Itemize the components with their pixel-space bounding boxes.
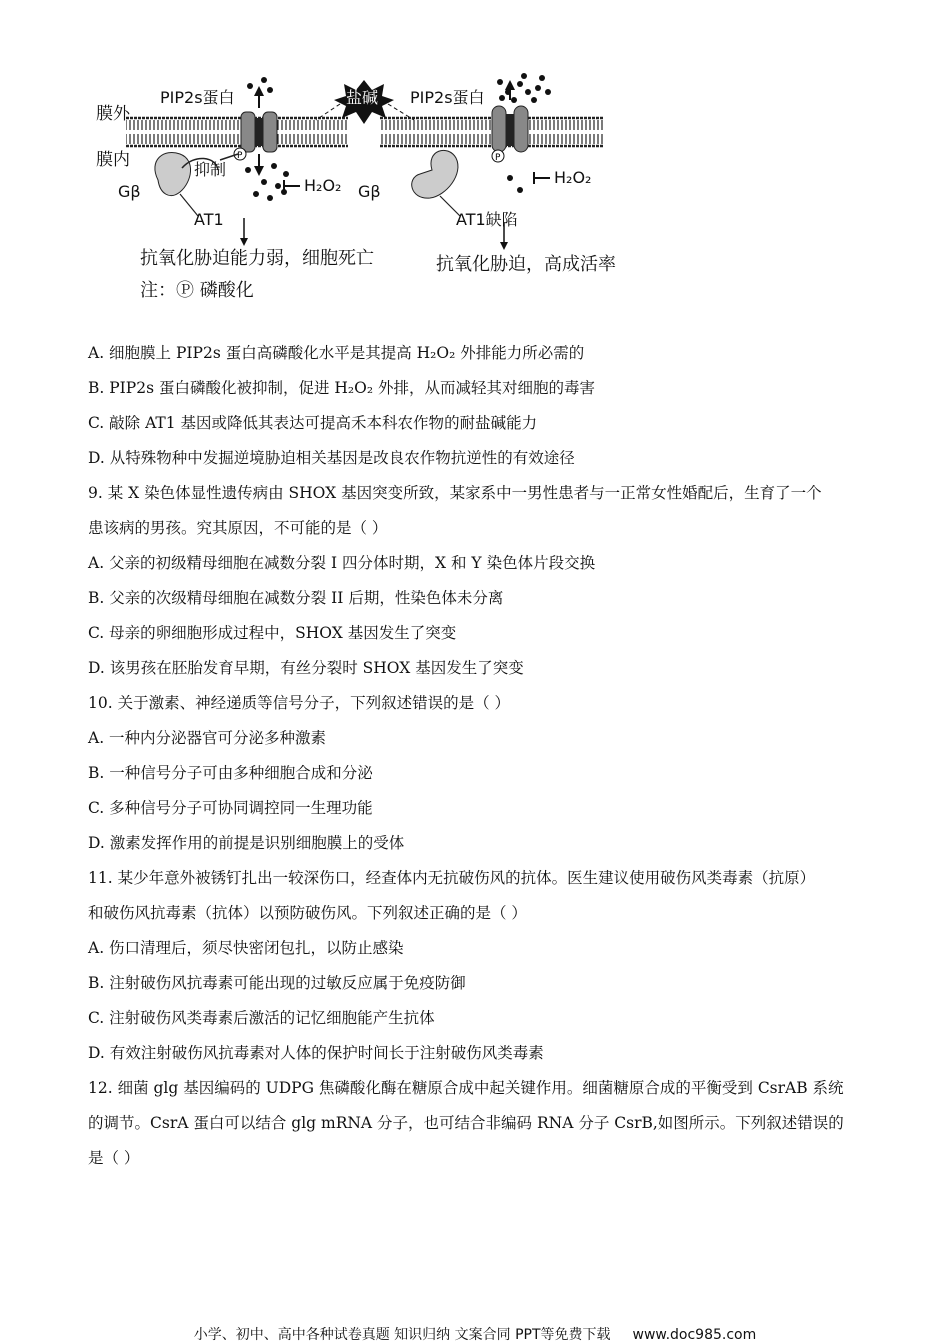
- inside-label: 膜内: [96, 150, 130, 170]
- left-protein-label: PIP2s蛋白: [160, 88, 235, 107]
- gbeta-right-label: Gβ: [358, 182, 381, 201]
- question-12-stem: 12. 细菌 glg 基因编码的 UDPG 焦磷酸化酶在糖原合成中起关键作用。细菌糖原合成的平衡受到 CsrAB 系统: [88, 1079, 844, 1097]
- question-12-stem: 的调节。CsrA 蛋白可以结合 glg mRNA 分子，也可结合非编码 RNA 分子 CsrB,如图所示。下列叙述错误的: [88, 1114, 844, 1132]
- page-footer: [0, 1324, 950, 1344]
- left-membrane: [126, 118, 348, 146]
- question-10-stem: 10. 关于激素、神经递质等信号分子，下列叙述错误的是（ ）: [88, 694, 511, 712]
- h2o2-left-label: H₂O₂: [304, 176, 342, 195]
- right-protein-label: PIP2s蛋白: [410, 88, 485, 107]
- text-line: D. 该男孩在胚胎发育早期，有丝分裂时 SHOX 基因发生了突变: [88, 659, 524, 677]
- text-line: C. 多种信号分子可协同调控同一生理功能: [88, 799, 373, 817]
- salt-label: 盐碱: [346, 88, 379, 107]
- svg-text:P: P: [495, 153, 501, 163]
- svg-text:P: P: [237, 151, 243, 161]
- text-line: B. 一种信号分子可由多种细胞合成和分泌: [88, 764, 373, 782]
- text-line: C. 母亲的卵细胞形成过程中，SHOX 基因发生了突变: [88, 624, 457, 642]
- figure-note: 注：Ⓟ 磷酸化: [140, 280, 254, 301]
- text-line: D. 从特殊物种中发掘逆境胁迫相关基因是改良农作物抗逆性的有效途径: [88, 449, 575, 467]
- question-text: [88, 336, 868, 1176]
- text-line: A. 伤口清理后，须尽快密闭包扎，以防止感染: [88, 939, 404, 957]
- at1-left-label: AT1: [194, 210, 224, 229]
- text-line: D. 激素发挥作用的前提是识别细胞膜上的受体: [88, 834, 405, 852]
- membrane-figure: [88, 70, 648, 310]
- text-line: D. 有效注射破伤风抗毒素对人体的保护时间长于注射破伤风类毒素: [88, 1044, 544, 1062]
- question-9-stem: 9. 某 X 染色体显性遗传病由 SHOX 基因突变所致，某家系中一男性患者与一正常女性婚配后，生育了一个: [88, 484, 822, 502]
- text-line: B. 父亲的次级精母细胞在减数分裂 II 后期，性染色体未分离: [88, 589, 504, 607]
- text-line: A. 父亲的初级精母细胞在减数分裂 I 四分体时期，X 和 Y 染色体片段交换: [88, 554, 596, 572]
- text-line: B. 注射破伤风抗毒素可能出现的过敏反应属于免疫防御: [88, 974, 466, 992]
- question-11-stem: 和破伤风抗毒素（抗体）以预防破伤风。下列叙述正确的是（ ）: [88, 904, 527, 922]
- question-12-stem: 是（ ）: [88, 1149, 140, 1167]
- inhibit-label: 抑制: [194, 160, 227, 179]
- text-line: B. PIP2s 蛋白磷酸化被抑制，促进 H₂O₂ 外排，从而减轻其对细胞的毒害: [88, 379, 595, 397]
- h2o2-right-label: H₂O₂: [554, 168, 592, 187]
- text-line: C. 注射破伤风类毒素后激活的记忆细胞能产生抗体: [88, 1009, 435, 1027]
- text-line: A. 细胞膜上 PIP2s 蛋白高磷酸化水平是其提高 H₂O₂ 外排能力所必需的: [88, 344, 585, 362]
- left-pip2s-channel: [234, 86, 277, 176]
- text-line: A. 一种内分泌器官可分泌多种激素: [88, 729, 327, 747]
- result-left-label: 抗氧化胁迫能力弱，细胞死亡: [140, 248, 374, 269]
- result-right-label: 抗氧化胁迫，高成活率: [436, 254, 616, 275]
- gbeta-left-label: Gβ: [118, 182, 141, 201]
- text-line: C. 敲除 AT1 基因或降低其表达可提高禾本科农作物的耐盐碱能力: [88, 414, 538, 432]
- question-11-stem: 11. 某少年意外被锈钉扎出一较深伤口，经查体内无抗破伤风的抗体。医生建议使用破伤风类毒素（抗原）: [88, 869, 816, 887]
- question-9-stem: 患该病的男孩。究其原因，不可能的是（ ）: [88, 519, 388, 537]
- outside-label: 膜外: [96, 104, 130, 124]
- footer-site-link[interactable]: www.doc985.com: [632, 1327, 757, 1343]
- at1-right-label: AT1缺陷: [456, 210, 518, 229]
- footer-text: 小学、初中、高中各种试卷真题 知识归纳 文案合同 PPT等免费下载: [193, 1327, 611, 1343]
- at1-right-shape: [412, 150, 460, 216]
